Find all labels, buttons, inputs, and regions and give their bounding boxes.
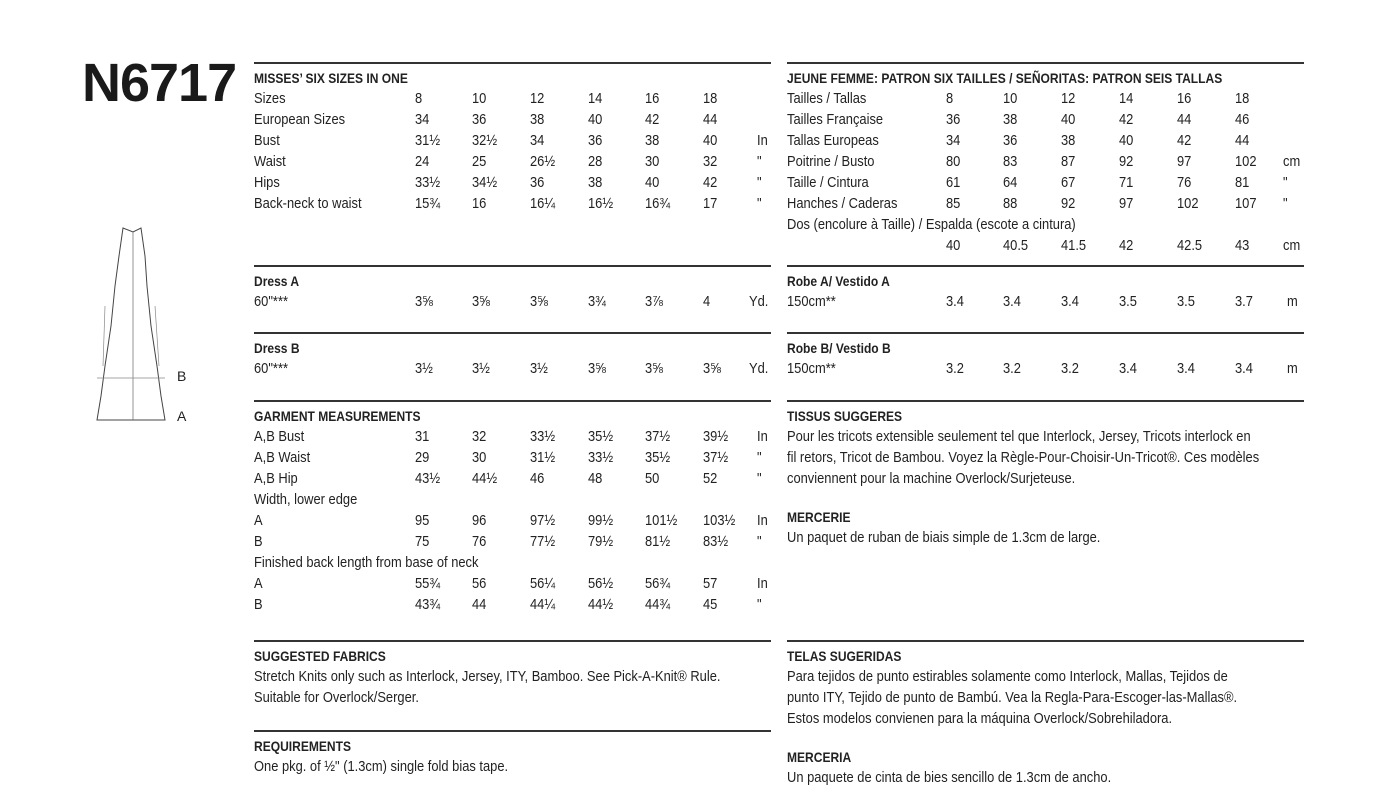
row-value: 38 xyxy=(645,132,660,149)
row-value: 10 xyxy=(1003,90,1018,107)
row-value: 3⅝ xyxy=(530,293,548,310)
row-value: 18 xyxy=(703,90,718,107)
row-value: 95 xyxy=(415,512,430,529)
view-b-label: B xyxy=(177,368,187,384)
row-value: 16½ xyxy=(588,195,614,212)
row-value: 17 xyxy=(703,195,718,212)
row-value: 44 xyxy=(703,111,718,128)
row-value: 40 xyxy=(645,174,660,191)
en-dress-b-section xyxy=(254,332,771,379)
row-value: 30 xyxy=(645,153,660,170)
row-unit: Yd. xyxy=(749,360,769,377)
row-value: 3.5 xyxy=(1177,293,1195,310)
row-label: Back-neck to waist xyxy=(254,195,362,212)
row-value: 32½ xyxy=(472,132,498,149)
row-value: 44¼ xyxy=(530,596,556,613)
row-value: 42 xyxy=(645,111,660,128)
table-row xyxy=(787,109,1304,130)
row-unit: cm xyxy=(1283,153,1301,170)
table-row xyxy=(254,510,771,531)
row-value: 16¼ xyxy=(530,195,556,212)
row-value: 80 xyxy=(946,153,961,170)
row-unit: " xyxy=(1283,195,1288,212)
fr-robe-a-title: Robe A/ Vestido A xyxy=(787,273,890,289)
row-value: 36 xyxy=(946,111,961,128)
table-row xyxy=(254,468,771,489)
row-value: 34 xyxy=(530,132,545,149)
row-value: 33½ xyxy=(415,174,441,191)
row-value: 44¾ xyxy=(645,596,671,613)
table-row xyxy=(787,214,1304,235)
row-value: 3⅝ xyxy=(645,360,663,377)
row-value: 43½ xyxy=(415,470,441,487)
row-value: 31½ xyxy=(530,449,556,466)
fr-robe-a-table xyxy=(787,291,1304,312)
row-value: 29 xyxy=(415,449,430,466)
row-value: 10 xyxy=(472,90,487,107)
row-value: 3.7 xyxy=(1235,293,1253,310)
row-label: A,B Waist xyxy=(254,449,311,466)
row-value: 40 xyxy=(1119,132,1134,149)
row-value: 87 xyxy=(1061,153,1076,170)
row-value: 61 xyxy=(946,174,961,191)
en-requirements-title: REQUIREMENTS xyxy=(254,738,352,754)
es-merceria-line: Un paquete de cinta de bies sencillo de 1.3cm de ancho. xyxy=(787,769,1112,786)
row-value: 77½ xyxy=(530,533,556,550)
es-telas-line: Para tejidos de punto estirables solamente como Interlock, Mallas, Tejidos de xyxy=(787,668,1228,685)
row-value: 31 xyxy=(415,428,430,445)
row-value: 34 xyxy=(946,132,961,149)
row-unit: m xyxy=(1287,293,1298,310)
row-unit: " xyxy=(757,174,762,191)
row-value: 28 xyxy=(588,153,603,170)
row-value: 16¾ xyxy=(645,195,671,212)
row-label: 60"*** xyxy=(254,360,288,377)
row-value: 33½ xyxy=(588,449,614,466)
row-label: Hanches / Caderas xyxy=(787,195,898,212)
en-sizes-title: MISSES’ SIX SIZES IN ONE xyxy=(254,70,408,86)
es-telas-line: Estos modelos convienen para la máquina Overlock/Sobrehiladora. xyxy=(787,710,1173,727)
row-value: 25 xyxy=(472,153,487,170)
fr-robe-b-title: Robe B/ Vestido B xyxy=(787,340,891,356)
row-value: 48 xyxy=(588,470,603,487)
row-value: 3.4 xyxy=(1061,293,1079,310)
row-unit: In xyxy=(757,132,768,149)
row-value: 40 xyxy=(588,111,603,128)
row-label: 60"*** xyxy=(254,293,288,310)
row-value: 33½ xyxy=(530,428,556,445)
row-value: 85 xyxy=(946,195,961,212)
es-telas-title: TELAS SUGERIDAS xyxy=(787,648,902,664)
row-value: 45 xyxy=(703,596,718,613)
table-row xyxy=(254,193,771,214)
row-unit: cm xyxy=(1283,237,1301,254)
row-value: 32 xyxy=(703,153,718,170)
row-label: 150cm** xyxy=(787,293,836,310)
row-value: 42 xyxy=(703,174,718,191)
row-value: 40 xyxy=(703,132,718,149)
table-row xyxy=(787,172,1304,193)
row-value: 3.2 xyxy=(1061,360,1079,377)
row-value: 76 xyxy=(472,533,487,550)
row-value: 32 xyxy=(472,428,487,445)
fr-mercerie-title: MERCERIE xyxy=(787,509,851,525)
row-value: 3⅝ xyxy=(415,293,433,310)
row-value: 3⅞ xyxy=(645,293,663,310)
en-sizes-table xyxy=(254,88,771,214)
es-merceria-title: MERCERIA xyxy=(787,749,852,765)
row-value: 40.5 xyxy=(1003,237,1029,254)
row-value: 67 xyxy=(1061,174,1076,191)
row-value: 36 xyxy=(1003,132,1018,149)
row-label: Finished back length from base of neck xyxy=(254,554,479,571)
table-row xyxy=(254,172,771,193)
row-value: 35½ xyxy=(645,449,671,466)
row-value: 3.4 xyxy=(946,293,964,310)
row-value: 57 xyxy=(703,575,718,592)
table-row xyxy=(254,489,771,510)
fr-sizes-table xyxy=(787,88,1304,256)
row-value: 46 xyxy=(1235,111,1250,128)
row-value: 3.4 xyxy=(1003,293,1021,310)
row-label: Waist xyxy=(254,153,286,170)
en-dress-a-title: Dress A xyxy=(254,273,300,289)
row-value: 12 xyxy=(1061,90,1076,107)
fr-tissus-line: conviennent pour la machine Overlock/Surjeteuse. xyxy=(787,470,1076,487)
row-value: 107 xyxy=(1235,195,1257,212)
table-row xyxy=(254,151,771,172)
row-value: 31½ xyxy=(415,132,441,149)
row-value: 36 xyxy=(472,111,487,128)
en-garment-section xyxy=(254,400,771,615)
row-value: 37½ xyxy=(645,428,671,445)
en-dress-b-table xyxy=(254,358,771,379)
row-unit: Yd. xyxy=(749,293,769,310)
row-unit: " xyxy=(757,596,762,613)
en-garment-table xyxy=(254,426,771,615)
row-value: 38 xyxy=(1003,111,1018,128)
table-row xyxy=(254,358,771,379)
fr-tissus-line: fil retors, Tricot de Bambou. Voyez la Règle-Pour-Choisir-Un-Tricot®. Ces modèles xyxy=(787,449,1260,466)
row-label: Hips xyxy=(254,174,280,191)
row-value: 3.5 xyxy=(1119,293,1137,310)
row-label: A xyxy=(254,512,263,529)
row-label: Poitrine / Busto xyxy=(787,153,875,170)
row-unit: In xyxy=(757,575,768,592)
es-telas-section xyxy=(787,640,1304,788)
row-value: 52 xyxy=(703,470,718,487)
row-unit: In xyxy=(757,428,768,445)
row-label: A xyxy=(254,575,263,592)
row-value: 44 xyxy=(472,596,487,613)
row-value: 42.5 xyxy=(1177,237,1203,254)
row-value: 44½ xyxy=(472,470,498,487)
row-label: A,B Bust xyxy=(254,428,305,445)
row-value: 76 xyxy=(1177,174,1192,191)
row-value: 16 xyxy=(1177,90,1192,107)
row-value: 3¾ xyxy=(588,293,606,310)
row-value: 75 xyxy=(415,533,430,550)
row-value: 97 xyxy=(1177,153,1192,170)
row-label: Dos (encolure à Taille) / Espalda (escote a cintura) xyxy=(787,216,1076,233)
row-value: 56¼ xyxy=(530,575,556,592)
en-requirements-line: One pkg. of ½" (1.3cm) single fold bias tape. xyxy=(254,758,509,775)
row-value: 56¾ xyxy=(645,575,671,592)
row-value: 64 xyxy=(1003,174,1018,191)
row-value: 101½ xyxy=(645,512,678,529)
en-fabrics-section xyxy=(254,640,771,708)
fr-tissus-line: Pour les tricots extensible seulement tel que Interlock, Jersey, Tricots interlock en xyxy=(787,428,1251,445)
row-value: 3.2 xyxy=(1003,360,1021,377)
row-value: 16 xyxy=(645,90,660,107)
row-value: 92 xyxy=(1119,153,1134,170)
fr-robe-b-section xyxy=(787,332,1304,379)
row-label: Sizes xyxy=(254,90,286,107)
en-garment-title: GARMENT MEASUREMENTS xyxy=(254,408,421,424)
en-dress-a-table xyxy=(254,291,771,312)
row-value: 40 xyxy=(1061,111,1076,128)
row-value: 3⅝ xyxy=(703,360,721,377)
row-label: Tallas Europeas xyxy=(787,132,879,149)
fr-tissus-section xyxy=(787,400,1304,548)
fr-sizes-section xyxy=(787,62,1304,256)
row-value: 18 xyxy=(1235,90,1250,107)
row-value: 44½ xyxy=(588,596,614,613)
row-value: 81½ xyxy=(645,533,671,550)
row-value: 15¾ xyxy=(415,195,441,212)
row-value: 99½ xyxy=(588,512,614,529)
row-value: 36 xyxy=(588,132,603,149)
table-row xyxy=(787,130,1304,151)
table-row xyxy=(254,426,771,447)
row-label: Tailles / Tallas xyxy=(787,90,867,107)
row-value: 43¾ xyxy=(415,596,441,613)
row-value: 36 xyxy=(530,174,545,191)
row-value: 42 xyxy=(1119,237,1134,254)
row-value: 44 xyxy=(1177,111,1192,128)
row-value: 34½ xyxy=(472,174,498,191)
row-label: Tailles Française xyxy=(787,111,884,128)
table-row xyxy=(254,88,771,109)
en-fabrics-line: Suitable for Overlock/Serger. xyxy=(254,689,419,706)
row-value: 38 xyxy=(1061,132,1076,149)
fr-tissus-title: TISSUS SUGGERES xyxy=(787,408,903,424)
row-value: 24 xyxy=(415,153,430,170)
table-row xyxy=(254,130,771,151)
row-label: 150cm** xyxy=(787,360,836,377)
row-value: 81 xyxy=(1235,174,1250,191)
table-row xyxy=(254,447,771,468)
row-value: 83½ xyxy=(703,533,729,550)
table-row xyxy=(787,193,1304,214)
row-value: 3.2 xyxy=(946,360,964,377)
row-value: 56 xyxy=(472,575,487,592)
row-value: 8 xyxy=(946,90,954,107)
row-value: 37½ xyxy=(703,449,729,466)
row-value: 3⅝ xyxy=(588,360,606,377)
row-value: 42 xyxy=(1177,132,1192,149)
row-value: 50 xyxy=(645,470,660,487)
table-row xyxy=(787,291,1304,312)
row-value: 4 xyxy=(703,293,711,310)
table-row xyxy=(254,594,771,615)
row-label: European Sizes xyxy=(254,111,346,128)
pattern-number: N6717 xyxy=(82,53,237,113)
en-dress-a-section xyxy=(254,265,771,312)
table-row xyxy=(787,358,1304,379)
row-value: 12 xyxy=(530,90,545,107)
row-value: 79½ xyxy=(588,533,614,550)
en-fabrics-line: Stretch Knits only such as Interlock, Jersey, ITY, Bamboo. See Pick-A-Knit® Rule. xyxy=(254,668,721,685)
en-requirements-section xyxy=(254,730,771,777)
fr-robe-a-section xyxy=(787,265,1304,312)
table-row xyxy=(254,531,771,552)
es-telas-line: punto ITY, Tejido de punto de Bambú. Vea la Regla-Para-Escoger-las-Mallas®. xyxy=(787,689,1238,706)
row-value: 96 xyxy=(472,512,487,529)
row-value: 3½ xyxy=(472,360,490,377)
table-row xyxy=(787,235,1304,256)
table-row xyxy=(787,88,1304,109)
row-value: 42 xyxy=(1119,111,1134,128)
table-row xyxy=(254,573,771,594)
row-value: 3½ xyxy=(530,360,548,377)
row-value: 102 xyxy=(1235,153,1257,170)
en-dress-b-title: Dress B xyxy=(254,340,300,356)
table-row xyxy=(254,291,771,312)
row-value: 56½ xyxy=(588,575,614,592)
row-value: 3⅝ xyxy=(472,293,490,310)
row-label: Width, lower edge xyxy=(254,491,358,508)
table-row xyxy=(254,109,771,130)
row-value: 16 xyxy=(472,195,487,212)
row-unit: " xyxy=(1283,174,1288,191)
row-unit: " xyxy=(757,195,762,212)
row-unit: In xyxy=(757,512,768,529)
row-value: 38 xyxy=(530,111,545,128)
row-value: 41.5 xyxy=(1061,237,1087,254)
fr-robe-b-table xyxy=(787,358,1304,379)
row-value: 34 xyxy=(415,111,430,128)
row-value: 71 xyxy=(1119,174,1134,191)
row-value: 8 xyxy=(415,90,423,107)
table-row xyxy=(254,552,771,573)
row-value: 97½ xyxy=(530,512,556,529)
row-value: 3½ xyxy=(415,360,433,377)
row-value: 30 xyxy=(472,449,487,466)
row-value: 3.4 xyxy=(1235,360,1253,377)
en-fabrics-title: SUGGESTED FABRICS xyxy=(254,648,386,664)
row-unit: " xyxy=(757,449,762,466)
row-value: 44 xyxy=(1235,132,1250,149)
row-unit: m xyxy=(1287,360,1298,377)
table-row xyxy=(787,151,1304,172)
row-label: B xyxy=(254,533,263,550)
row-unit: " xyxy=(757,470,762,487)
fr-mercerie-line: Un paquet de ruban de biais simple de 1.3cm de large. xyxy=(787,529,1101,546)
en-sizes-section xyxy=(254,62,771,214)
row-value: 88 xyxy=(1003,195,1018,212)
row-unit: " xyxy=(757,153,762,170)
row-label: B xyxy=(254,596,263,613)
row-value: 40 xyxy=(946,237,961,254)
row-value: 97 xyxy=(1119,195,1134,212)
row-value: 43 xyxy=(1235,237,1250,254)
row-unit: " xyxy=(757,533,762,550)
row-value: 26½ xyxy=(530,153,556,170)
row-label: Bust xyxy=(254,132,280,149)
row-value: 55¾ xyxy=(415,575,441,592)
row-value: 83 xyxy=(1003,153,1018,170)
fr-sizes-title: JEUNE FEMME: PATRON SIX TAILLES / SEÑORITAS: PATRON SEIS TALLAS xyxy=(787,70,1223,86)
row-value: 102 xyxy=(1177,195,1199,212)
row-value: 46 xyxy=(530,470,545,487)
dress-line-drawing xyxy=(95,226,187,431)
row-value: 38 xyxy=(588,174,603,191)
row-value: 3.4 xyxy=(1119,360,1137,377)
row-label: Taille / Cintura xyxy=(787,174,869,191)
row-value: 39½ xyxy=(703,428,729,445)
row-value: 14 xyxy=(1119,90,1134,107)
row-value: 103½ xyxy=(703,512,736,529)
row-value: 92 xyxy=(1061,195,1076,212)
view-a-label: A xyxy=(177,408,187,424)
row-value: 35½ xyxy=(588,428,614,445)
row-value: 3.4 xyxy=(1177,360,1195,377)
row-label: A,B Hip xyxy=(254,470,298,487)
row-value: 14 xyxy=(588,90,603,107)
